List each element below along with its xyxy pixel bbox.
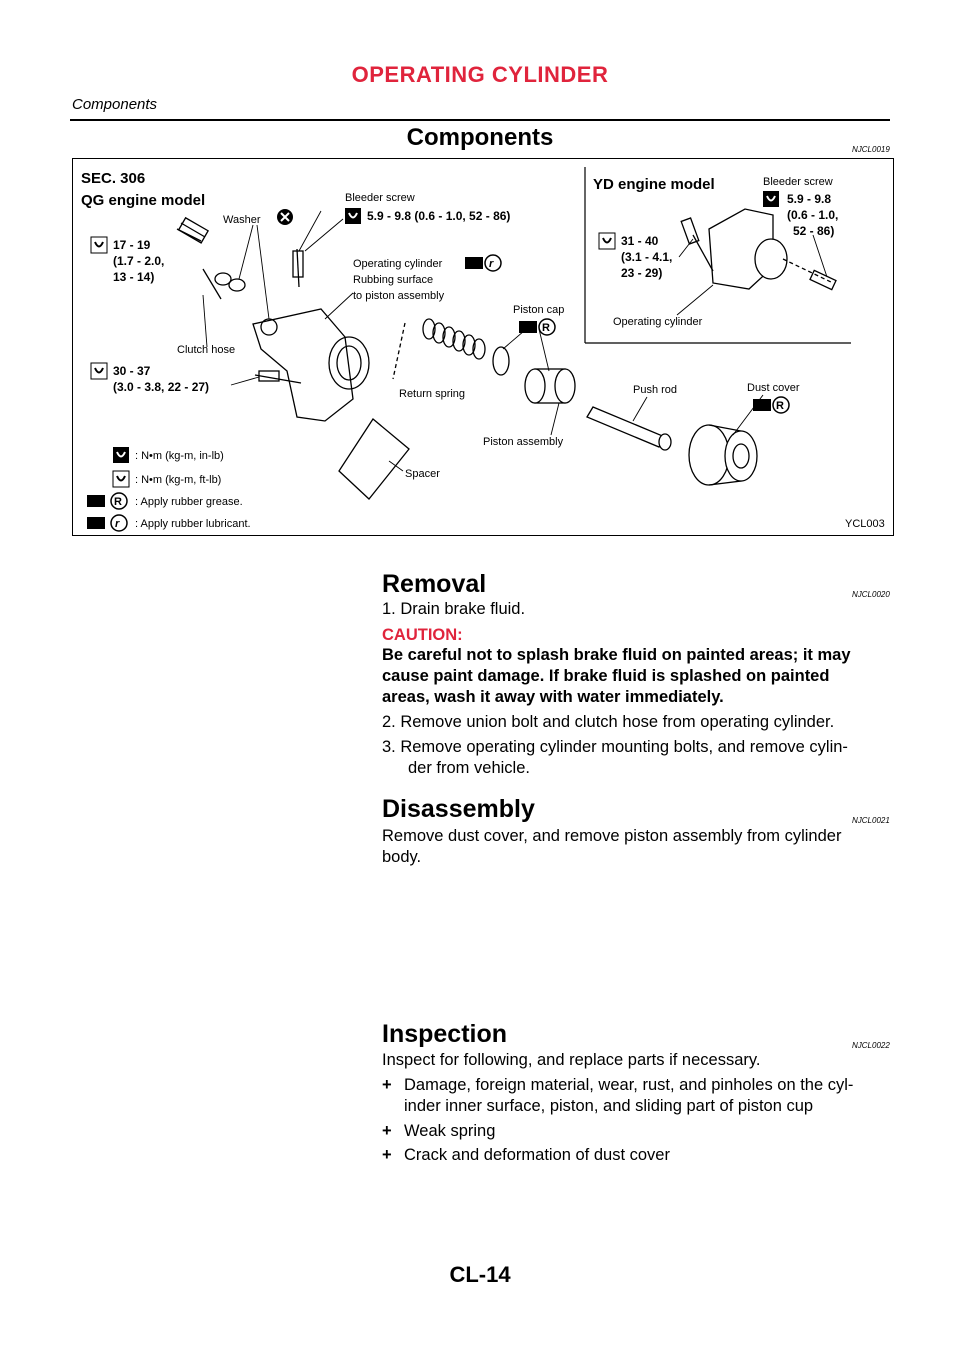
lubricant-icon	[87, 515, 127, 531]
inspection-heading: Inspection	[382, 1020, 508, 1048]
qg-torque1-line3: 13 - 14)	[113, 270, 155, 284]
bullet-text: inder inner surface, piston, and sliding part of piston cup	[404, 1097, 814, 1115]
inspection-intro: Inspect for following, and replace parts if necessary.	[382, 1051, 761, 1069]
bullet-text: Crack and deformation of dust cover	[404, 1146, 670, 1164]
yd-torque-line1: 31 - 40	[621, 234, 659, 248]
push-rod-label: Push rod	[633, 384, 678, 396]
page-header-title: OPERATING CYLINDER	[351, 62, 609, 87]
caution-line-2: cause paint damage. If brake fluid is splashed on painted	[382, 667, 830, 685]
yd-model-title: YD engine model	[593, 176, 715, 193]
components-heading: Components	[406, 124, 554, 151]
svg-text:r: r	[489, 258, 494, 270]
caution-title: CAUTION:	[382, 626, 463, 644]
figure-id: YCL003	[845, 518, 885, 530]
caution-line-3: areas, wash it away with water immediately.	[382, 688, 724, 706]
qg-torque1-line2: (1.7 - 2.0,	[113, 254, 165, 268]
operating-cylinder-label1: Operating cylinder	[353, 258, 443, 270]
disassembly-heading: Disassembly	[382, 795, 535, 823]
bullet-mark: +	[382, 1076, 392, 1094]
piston-drawing	[493, 347, 575, 403]
piston-assembly-label: Piston assembly	[483, 436, 564, 448]
bullet-mark: +	[382, 1122, 392, 1140]
yd-operating-cylinder-label: Operating cylinder	[613, 316, 703, 328]
torque-icon	[113, 447, 129, 463]
inspection-code: NJCL0022	[852, 1041, 890, 1050]
legend-in-lb: : N•m (kg-m, in-lb)	[135, 450, 224, 462]
bullet-mark: +	[382, 1146, 392, 1164]
push-rod-drawing	[587, 407, 671, 450]
qg-torque1-line1: 17 - 19	[113, 238, 151, 252]
bleeder-screw-label: Bleeder screw	[345, 192, 415, 204]
sec-label: SEC. 306	[81, 170, 146, 187]
qg-torque2-line1: 30 - 37	[113, 364, 151, 378]
caution-line-1: Be careful not to splash brake fluid on painted areas; it may	[382, 646, 851, 664]
dust-cover-drawing	[689, 425, 757, 485]
torque-icon	[763, 191, 779, 207]
svg-text:R: R	[776, 400, 784, 412]
operating-cylinder-label3: to piston assembly	[353, 290, 445, 302]
return-spring-drawing	[393, 319, 485, 379]
removal-step-3-line-2: der from vehicle.	[408, 759, 530, 777]
dust-cover-label: Dust cover	[747, 382, 800, 394]
header-rule	[70, 119, 890, 121]
yd-torque-line2: (3.1 - 4.1,	[621, 250, 673, 264]
clutch-hose-label: Clutch hose	[177, 344, 236, 356]
removal-step-3-line-1: 3. Remove operating cylinder mounting bolts, and remove cylin-	[382, 738, 848, 756]
yd-bleeder-label: Bleeder screw	[763, 176, 833, 188]
piston-cap-label: Piston cap	[513, 304, 565, 316]
components-diagram	[73, 159, 893, 535]
grease-icon	[753, 397, 789, 413]
svg-text:R: R	[114, 496, 122, 508]
return-spring-label: Return spring	[399, 388, 466, 400]
svg-text:r: r	[115, 518, 120, 530]
torque-icon	[345, 208, 361, 224]
yd-bleeder-torque1: 5.9 - 9.8	[787, 192, 832, 206]
torque-icon	[91, 363, 107, 379]
bullet-text: Weak spring	[404, 1122, 496, 1140]
spacer-label: Spacer	[405, 468, 440, 480]
grease-icon	[519, 319, 555, 335]
qg-model-title: QG engine model	[81, 192, 206, 209]
disassembly-code: NJCL0021	[852, 816, 890, 825]
disassembly-line-1: Remove dust cover, and remove piston assembly from cylinder	[382, 827, 842, 845]
page-header-subtitle: Components	[72, 96, 158, 113]
removal-code: NJCL0020	[852, 590, 890, 599]
washer-label: Washer	[223, 214, 261, 226]
torque-icon	[113, 471, 129, 487]
yd-bleeder-torque2: (0.6 - 1.0,	[787, 208, 839, 222]
legend-ft-lb: : N•m (kg-m, ft-lb)	[135, 474, 222, 486]
removal-step-1: 1. Drain brake fluid.	[382, 600, 526, 618]
torque-icon	[91, 237, 107, 253]
components-figure	[72, 158, 894, 536]
grease-icon	[87, 493, 127, 509]
legend-rubber-lubricant: : Apply rubber lubricant.	[135, 518, 251, 530]
components-code: NJCL0019	[852, 145, 890, 154]
legend-rubber-grease: : Apply rubber grease.	[135, 496, 243, 508]
torque-icon	[599, 233, 615, 249]
disassembly-line-2: body.	[382, 848, 422, 866]
bleeder-torque-label: 5.9 - 9.8 (0.6 - 1.0, 52 - 86)	[367, 209, 511, 223]
qg-torque2-line2: (3.0 - 3.8, 22 - 27)	[113, 380, 210, 394]
removal-heading: Removal	[382, 570, 487, 598]
page-number: CL-14	[449, 1262, 511, 1287]
operating-cylinder-label2: Rubbing surface	[353, 274, 434, 286]
x-mark-icon	[277, 209, 293, 225]
svg-text:R: R	[542, 322, 550, 334]
removal-step-2: 2. Remove union bolt and clutch hose from operating cylinder.	[382, 713, 835, 731]
yd-torque-line3: 23 - 29)	[621, 266, 663, 280]
bullet-text: Damage, foreign material, wear, rust, and pinholes on the cyl-	[404, 1076, 854, 1094]
yd-bleeder-torque3: 52 - 86)	[793, 224, 835, 238]
grease-icon	[465, 255, 501, 271]
